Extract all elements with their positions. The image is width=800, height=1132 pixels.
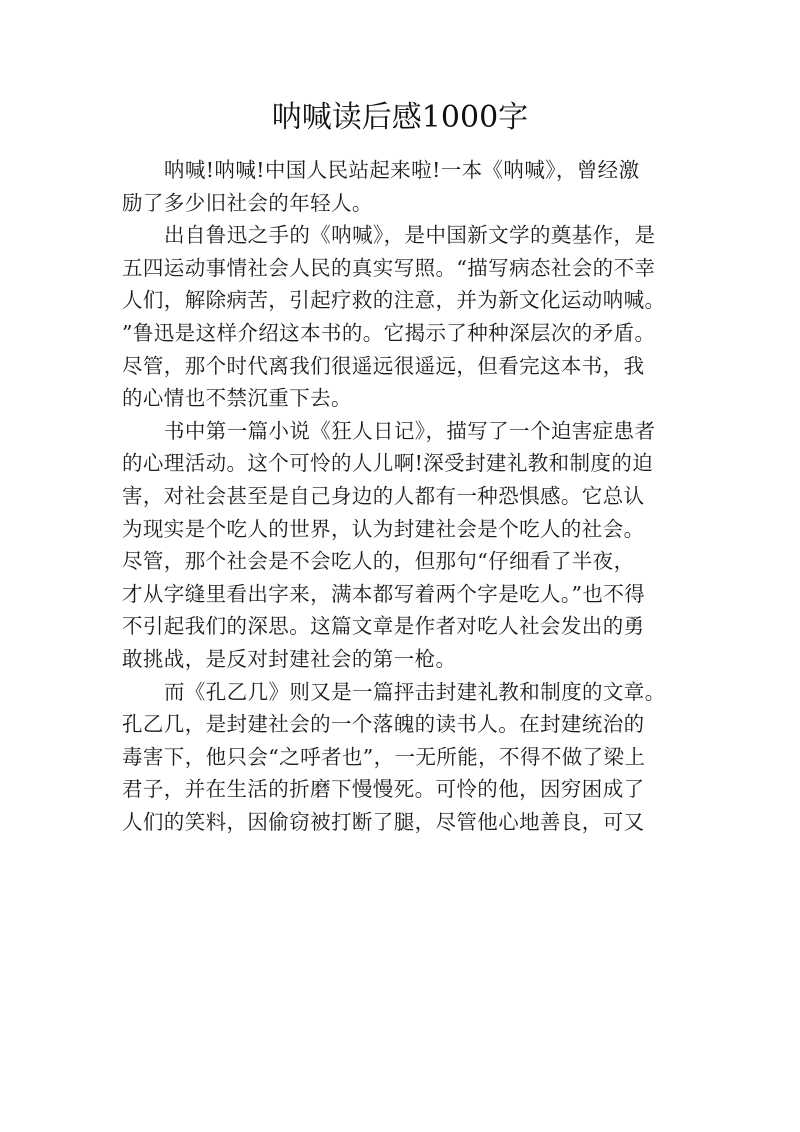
text-line: 君子，并在生活的折磨下慢慢死。可怜的他，因穷困成了	[122, 777, 645, 802]
document-body	[122, 154, 682, 838]
text-line: 人们，解除病苦，引起疗救的注意，并为新文化运动呐喊。	[122, 288, 666, 313]
text-line: 励了多少旧社会的年轻人。	[122, 190, 373, 215]
text-line: 尽管，那个社会是不会吃人的，但那句“仔细看了半夜，	[122, 549, 635, 574]
text-line: 出自鲁迅之手的《呐喊》，是中国新文学的奠基作，是	[164, 223, 656, 248]
text-line: 而《孔乙几》则又是一篇抨击封建礼教和制度的文章。	[164, 679, 666, 704]
text-line: ”鲁迅是这样介绍这本书的。它揭示了种种深层次的矛盾。	[122, 320, 656, 345]
text-line: 不引起我们的深思。这篇文章是作者对吃人社会发出的勇	[122, 614, 645, 639]
text-line: 才从字缝里看出字来，满本都写着两个字是吃人。”也不得	[122, 581, 646, 606]
text-line: 毒害下，他只会“之呼者也”，一无所能，不得不做了梁上	[122, 744, 646, 769]
text-line: 的心情也不禁沉重下去。	[122, 386, 352, 411]
text-line: 害，对社会甚至是自己身边的人都有一种恐惧感。它总认	[122, 483, 645, 508]
text-line: 呐喊!呐喊!中国人民站起来啦!一本《呐喊》，曾经激	[164, 158, 640, 182]
text-line: 尽管，那个时代离我们很遥远很遥远，但看完这本书，我	[122, 353, 645, 378]
text-line: 的心理活动。这个可怜的人儿啊!深受封建礼教和制度的迫	[122, 451, 654, 476]
text-line: 为现实是个吃人的世界，认为封建社会是个吃人的社会。	[122, 516, 645, 541]
text-line: 敢挑战，是反对封建社会的第一枪。	[122, 646, 457, 671]
text-line: 书中第一篇小说《狂人日记》，描写了一个迫害症患者	[164, 418, 656, 443]
document-title: 呐喊读后感1000字	[271, 100, 529, 135]
text-line: 五四运动事情社会人民的真实写照。“描写病态社会的不幸	[122, 255, 656, 280]
text-line: 人们的笑料，因偷窃被打断了腿，尽管他心地善良，可又	[122, 809, 645, 834]
text-line: 孔乙几，是封建社会的一个落魄的读书人。在封建统治的	[122, 712, 645, 737]
